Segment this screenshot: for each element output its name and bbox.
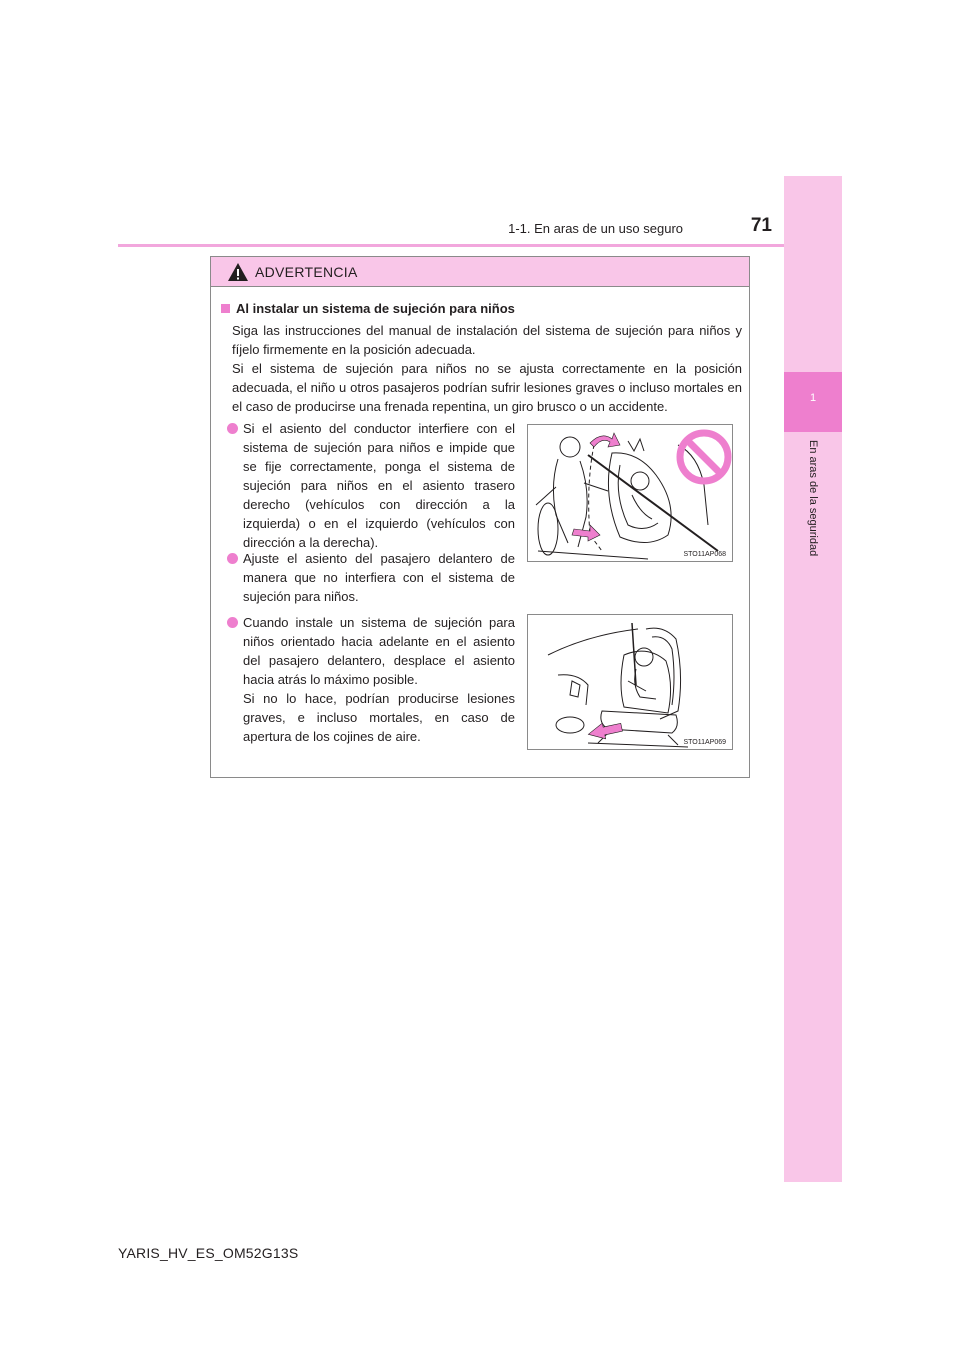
instruction-paragraph: Siga las instrucciones del manual de instalación del sistema de sujeción para niños y fíjelo firmemente en la posición adecuada. (232, 323, 742, 357)
page-number: 71 (750, 215, 772, 236)
figure-seat-interference (527, 424, 733, 562)
bullet-dot-icon (227, 553, 238, 564)
warning-box (210, 256, 750, 778)
warning-heading-text: Al instalar un sistema de sujeción para niños (236, 301, 515, 316)
warning-heading (221, 301, 515, 316)
seat-moved-back-illustration (528, 615, 732, 749)
risk-paragraph: Si el sistema de sujeción para niños no se ajusta correctamente en la posición adecuada, el niño u otros pasajeros podrían sufrir lesiones graves o incluso mortales en el caso de producirse una frenada repentina, un giro brusco o un accidente. (232, 361, 742, 414)
bullet-item (227, 419, 515, 552)
bullet-item (227, 549, 515, 606)
header-rule (118, 244, 784, 247)
bullet-text: Si el asiento del conductor interfiere con el sistema de sujeción para niños e impide que se fije correctamente, ponga el sistema de sujeción para niños en el asiento trasero derecho (vehículos con dirección a la izquierda) o en el izquierdo (vehículos con dirección a la derecha). (243, 421, 515, 550)
bullet-text: Ajuste el asiento del pasajero delantero de manera que no interfiera con el sistema de sujeción para niños. (243, 551, 515, 604)
warning-header (211, 257, 749, 287)
bullet-dot-icon (227, 423, 238, 434)
section-title: 1-1. En aras de un uso seguro (508, 221, 683, 236)
bullet-text-continued: Si no lo hace, podrían producirse lesiones graves, e incluso mortales, en caso de apertura de los cojines de aire. (243, 691, 515, 744)
document-code: YARIS_HV_ES_OM52G13S (118, 1245, 299, 1261)
square-bullet-icon (221, 304, 230, 313)
figure-seat-moved-back (527, 614, 733, 750)
seat-interference-illustration (528, 425, 732, 561)
bullet-dot-icon (227, 617, 238, 628)
bullet-item (227, 613, 515, 746)
chapter-number: 1 (809, 392, 817, 404)
figure-code: STO11AP069 (683, 739, 726, 746)
warning-title: ADVERTENCIA (255, 264, 358, 280)
chapter-title: En aras de la seguridad (807, 440, 819, 557)
warning-triangle-icon (227, 262, 249, 282)
bullet-text: Cuando instale un sistema de sujeción para niños orientado hacia adelante en el asiento del pasajero delantero, desplace el asiento hacia atrás lo máximo posible. (243, 615, 515, 687)
figure-code: STO11AP068 (683, 551, 726, 558)
